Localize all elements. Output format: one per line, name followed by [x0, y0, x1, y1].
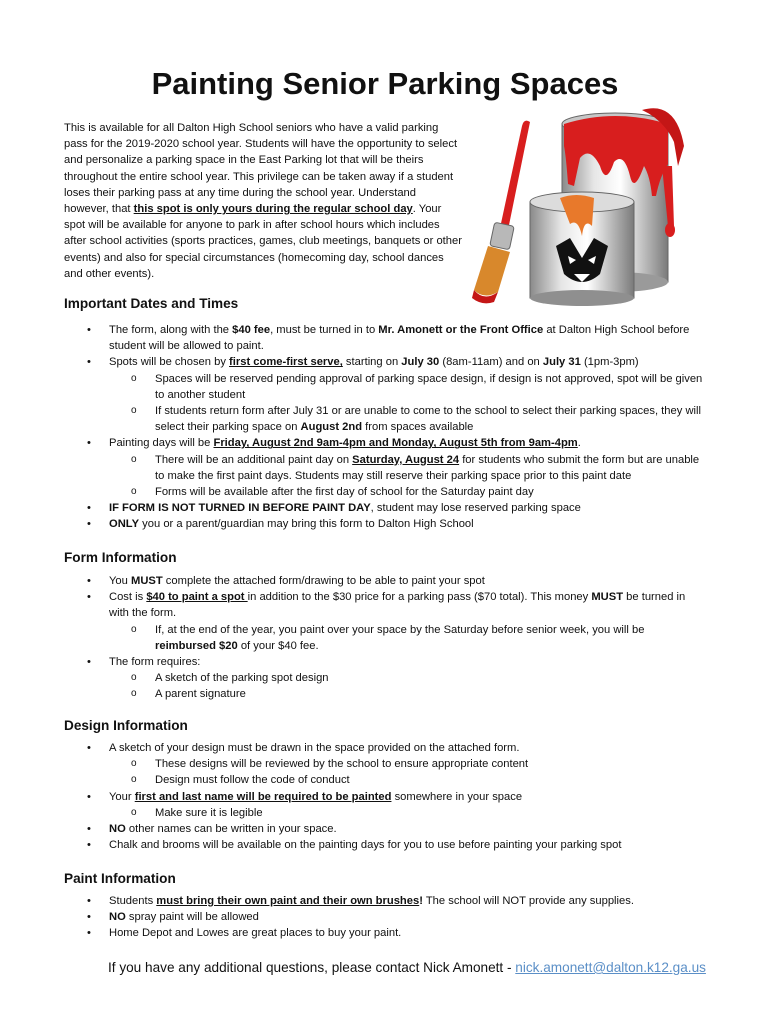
dates-list: [64, 322, 704, 533]
contact-text: Mr. Amonett or the Front Office: [378, 324, 544, 336]
list-item: [64, 740, 704, 789]
text: you or a parent/guardian may bring this form to Dalton High School: [139, 518, 474, 531]
sub-list: [109, 622, 704, 654]
emphasis-text: NO: [109, 823, 126, 836]
sub-list-item: o A sketch of the parking spot design: [109, 670, 704, 686]
page-title: Painting Senior Parking Spaces: [151, 66, 619, 101]
orange-paint-can-icon: [530, 192, 634, 306]
date-text: Saturday, August 24: [352, 453, 460, 466]
sub-list: [109, 805, 704, 821]
form-list: [64, 573, 704, 703]
date-text: July 31: [542, 356, 581, 369]
sub-list-item: o A parent signature: [109, 686, 704, 702]
list-item: [64, 516, 704, 532]
sub-list-item: [109, 452, 704, 484]
date-text: August 2nd: [300, 421, 363, 434]
fee-text: $40 fee: [232, 324, 271, 336]
text: You: [109, 575, 131, 587]
list-item: [64, 573, 704, 589]
supplies-text: must bring their own paint and their own brushes: [156, 895, 420, 907]
text: be turned in with the form.: [109, 591, 686, 620]
section-heading-dates: Important Dates and Times: [64, 296, 239, 311]
section-heading-form: Form Information: [64, 550, 177, 565]
list-item: [64, 589, 704, 654]
section-heading-design: Design Information: [64, 718, 188, 733]
paint-brush-icon: [472, 121, 530, 304]
sub-list: [109, 756, 704, 788]
list-item: • Home Depot and Lowes are great places to buy your paint.: [64, 925, 704, 941]
text: Students: [109, 895, 157, 907]
intro-emphasis: this spot is only yours during the regular school day: [133, 203, 413, 216]
text: spray paint will be allowed: [125, 911, 259, 924]
intro-paragraph: [64, 120, 462, 282]
sub-list-item: o Spaces will be reserved pending approval of parking space design, if design is not approved, spot will be given to another student: [109, 371, 704, 403]
email-link[interactable]: nick.amonett@dalton.k12.ga.us: [515, 960, 706, 975]
text: !: [419, 895, 423, 907]
text: somewhere in your space: [391, 790, 523, 803]
text: Spots will be chosen by: [109, 356, 230, 369]
text: If, at the end of the year, you paint over your space by the Saturday before senior week, you will be: [155, 623, 645, 636]
intro-text-2: . Your spot will be available for anyone to park in after school hours which includes after school activities (sports practices, games, club meetings, banquets or other events) and also for special circumstances (homecoming day, school dances and other events).: [64, 203, 462, 280]
text: of your $40 fee.: [237, 639, 319, 652]
refund-text: reimbursed $20: [155, 639, 238, 652]
list-item: [64, 435, 704, 500]
sub-list-item: [109, 622, 704, 654]
text: other names can be written in your space.: [125, 823, 337, 836]
list-item: • Chalk and brooms will be available on the painting days for you to use before painting your parking spot: [64, 837, 704, 853]
list-item: [64, 821, 704, 837]
text: The form requires:: [109, 656, 201, 669]
footer-contact: [108, 960, 706, 975]
emphasis-text: MUST: [131, 575, 163, 587]
text: The school will NOT provide any supplies.: [422, 895, 634, 907]
sub-list-item: o Design must follow the code of conduct: [109, 772, 704, 788]
list-item: [64, 654, 704, 703]
text: in addition to the $30 price for a parking pass ($70 total). This money: [247, 591, 592, 604]
text: (8am-11am) and on: [439, 356, 543, 369]
sub-list-item: o Make sure it is legible: [109, 805, 704, 821]
sub-list: [109, 371, 704, 436]
sub-list-item: [109, 403, 704, 435]
text: complete the attached form/drawing to be able to paint your spot: [162, 575, 485, 587]
text: Cost is: [109, 591, 147, 604]
sub-list-item: o These designs will be reviewed by the school to ensure appropriate content: [109, 756, 704, 772]
list-item: [64, 789, 704, 821]
text: starting on: [342, 356, 402, 369]
paint-list: [64, 893, 704, 942]
date-text: July 30: [401, 356, 440, 369]
cost-text: $40 to paint a spot: [146, 591, 248, 604]
sub-list: [109, 452, 704, 501]
emphasis-text: NO: [109, 911, 126, 924]
text: , must be turned in to: [270, 324, 379, 336]
text: Painting days will be: [109, 437, 214, 450]
paint-cans-illustration: [464, 106, 686, 306]
list-item: [64, 909, 704, 925]
text: (1pm-3pm): [580, 356, 639, 369]
emphasis-text: MUST: [591, 591, 624, 604]
text: Your: [109, 790, 135, 803]
section-heading-paint: Paint Information: [64, 871, 176, 886]
name-requirement-text: first and last name will be required to be painted: [134, 790, 392, 803]
design-list: [64, 740, 704, 853]
text: from spaces available: [362, 421, 474, 434]
text: at Dalton High School before student will be allowed to paint.: [109, 324, 690, 353]
paint-days-text: Friday, August 2nd 9am-4pm and Monday, August 5th from 9am-4pm: [213, 437, 578, 450]
text: There will be an additional paint day on: [155, 453, 353, 466]
sub-list-item: o Forms will be available after the first day of school for the Saturday paint day: [109, 484, 704, 500]
fcfs-text: first come-first serve,: [229, 356, 343, 369]
text: A sketch of your design must be drawn in the space provided on the attached form.: [109, 742, 520, 754]
list-item: [64, 322, 704, 354]
sub-list: [109, 670, 704, 702]
list-item: [64, 354, 704, 435]
list-item: [64, 893, 704, 909]
warning-text: IF FORM IS NOT TURNED IN BEFORE PAINT DAY: [109, 502, 371, 515]
footer-text: If you have any additional questions, please contact Nick Amonett -: [108, 960, 516, 975]
text: .: [577, 437, 581, 450]
text: If students return form after July 31 or are unable to come to the school to select their parking spaces, they will select their parking space on: [155, 405, 701, 434]
emphasis-text: ONLY: [109, 518, 140, 531]
intro-text-1: This is available for all Dalton High School seniors who have a valid parking pass for the 2019-2020 school year. Students will have the opportunity to select and personalize a parking space in the East Parking lot that will be theirs throughout the entire school year. This privilege can be taken away if a student loses their parking pass at any time during the school year. Understand however, that: [64, 122, 458, 216]
list-item: [64, 500, 704, 516]
text: , student may lose reserved parking space: [370, 502, 581, 515]
text: The form, along with the: [109, 324, 233, 336]
text: for students who submit the form but are unable to make the first paint days. Students may still reserve their parking space prior to this paint date: [155, 453, 700, 482]
